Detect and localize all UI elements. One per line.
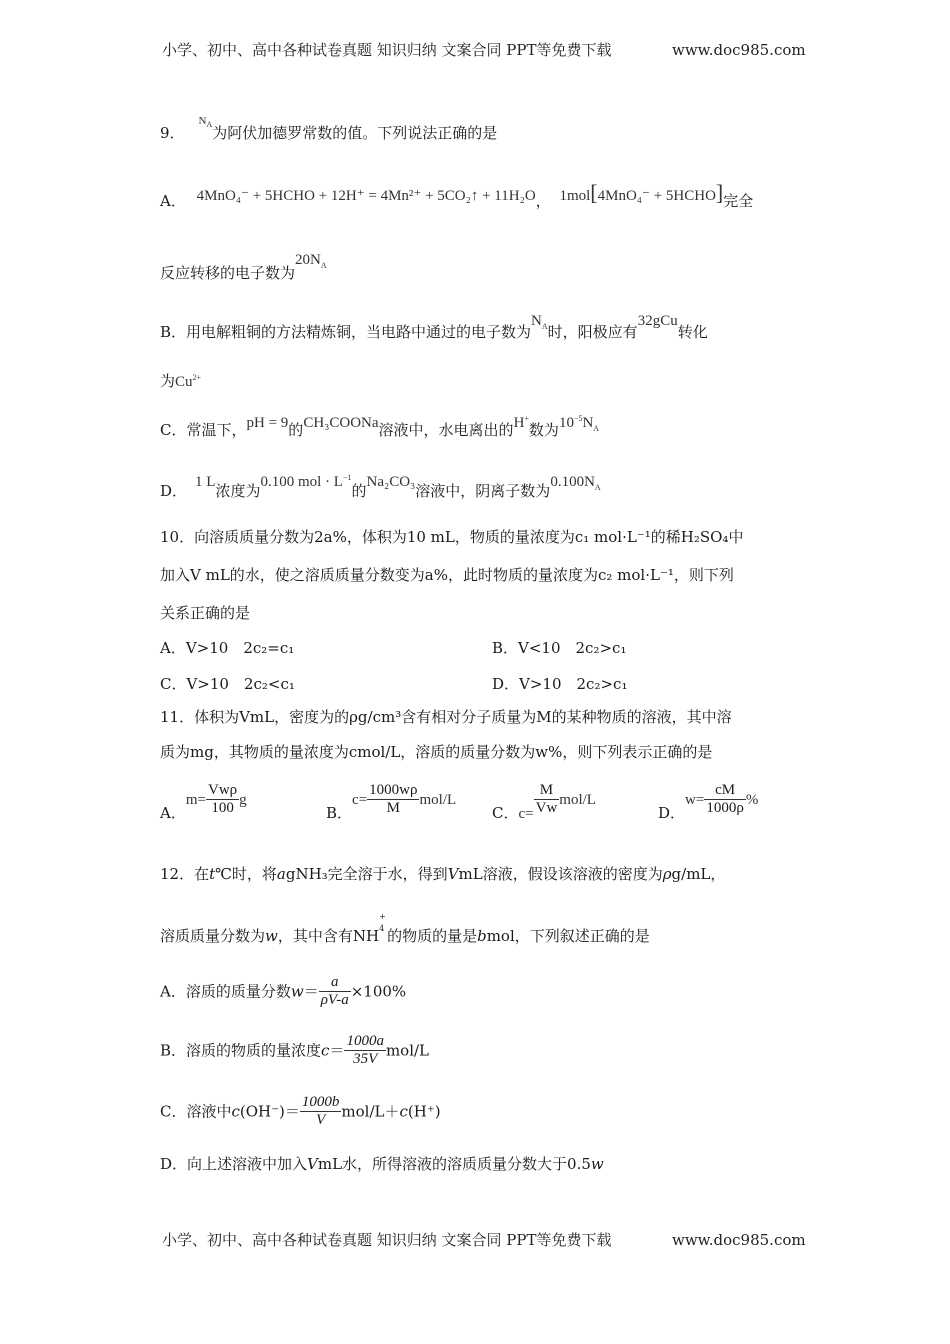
q10-line1: 10．向溶质质量分数为2a%，体积为10 mL，物质的量浓度为c₁ mol·L⁻¹的稀H₂SO₄中 — [160, 528, 744, 546]
q11-line1: 11．体积为VmL，密度为的ρg/cm³含有相对分子质量为M的某种物质的溶液，其中溶 — [160, 708, 732, 726]
q9-option-b: B．用电解粗铜的方法精炼铜，当电路中通过的电子数为$N_A$时，阳极应有32gCu转化 — [160, 313, 708, 341]
q10-line2: 加入V mL的水，使之溶质质量分数变为a%，此时物质的量浓度为c₂ mol·L⁻¹，则下列 — [160, 566, 734, 584]
q12-option-c: C．溶液中c(OH⁻)＝ $\frac{1000b}{V}$ mol/L＋c(H⁺) — [160, 1094, 441, 1129]
page-header — [162, 43, 612, 58]
q9-option-c: C．常温下，pH = 9的CH₃COONa溶液中，水电离出的H+数为$10^{-5}N_A$ — [160, 414, 600, 439]
q12-option-d: D．向上述溶液中加入VmL水，所得溶液的溶质质量分数大于0.5w — [160, 1155, 604, 1173]
q9-option-a: A． 4MnO₄⁻ + 5HCHO + 12H⁺ = 4Mn²⁺ + 5CO₂↑ + 11H₂O， 1mol[4MnO₄⁻ + 5HCHO]完全 — [160, 180, 754, 210]
q10-option-d: D．V>10 2c₂>c₁ — [492, 675, 628, 693]
q9-option-d: D． 1 L浓度为0.100 mol · $L^{-1}$的Na₂CO₃溶液中，阴离子数为$0.100N_A$ — [160, 473, 601, 500]
footer-site[interactable]: www.doc985.com — [672, 1231, 806, 1249]
q11-option-b: B．c= $\frac{1000w\rho}{M}$ mol/L — [326, 782, 457, 822]
q10-option-a: A．V>10 2c₂=c₁ — [160, 639, 295, 657]
header-site[interactable]: www.doc985.com — [672, 41, 806, 59]
q11-line2: 质为mg，其物质的量浓度为cmol/L，溶质的质量分数为w%，则下列表示正确的是 — [160, 743, 713, 761]
q9-stem: 9．$^{N_A}$为阿伏加德罗常数的值。下列说法正确的是 — [160, 115, 498, 142]
q12-option-a: A．溶质的质量分数w＝ $\frac{a}{\rho V-a}$ ×100% — [160, 974, 407, 1009]
q9-option-a-line2: 反应转移的电子数为$20N_A$ — [160, 252, 327, 282]
q11-option-a: A．m= $\frac{\text{Vwρ}}{100}$ g — [160, 782, 247, 822]
q12-option-b: B．溶质的物质的量浓度c＝ $\frac{1000a}{35V}$ mol/L — [160, 1033, 430, 1068]
q12-line1: 12．在t℃时，将agNH₃完全溶于水，得到VmL溶液，假设该溶液的密度为ρg/mL， — [160, 865, 726, 883]
q10-option-c: C．V>10 2c₂<c₁ — [160, 675, 295, 693]
q11-option-d: D．w= $\frac{cM}{1000\rho}$ % — [658, 782, 759, 822]
header-text: 小学、初中、高中各种试卷真题 知识归纳 文案合同 PPT等免费下载 — [162, 41, 612, 59]
q12-line2: 溶质质量分数为w，其中含有NH + 4 的物质的量是bmol，下列叙述正确的是 — [160, 912, 650, 945]
footer-text: 小学、初中、高中各种试卷真题 知识归纳 文案合同 PPT等免费下载 — [162, 1231, 612, 1249]
q11-option-c: C．c= $\frac{M}{Vw}$ mol/L — [492, 782, 596, 822]
q9-option-b-line2: 为$Cu^{2+}$ — [160, 372, 202, 390]
q10-line3: 关系正确的是 — [160, 604, 251, 622]
q10-option-b: B．V<10 2c₂>c₁ — [492, 639, 627, 657]
page-footer — [162, 1233, 612, 1248]
q9-a-equation: 4MnO₄⁻ + 5HCHO + 12H⁺ = 4Mn²⁺ + 5CO₂↑ + 11H₂O — [196, 188, 536, 204]
